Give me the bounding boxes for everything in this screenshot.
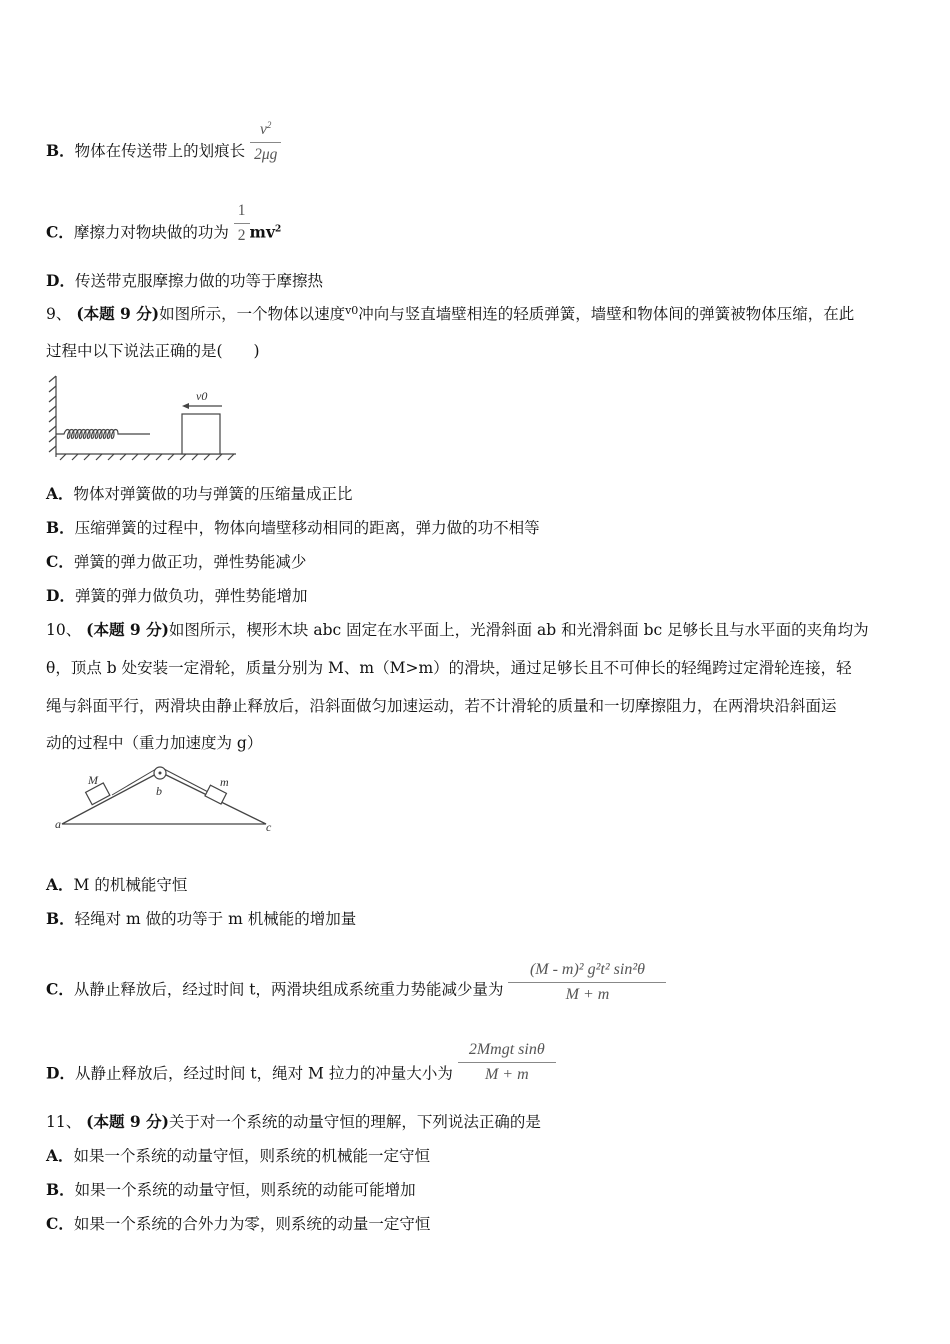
formula-superscript: 2	[274, 224, 282, 235]
spring	[56, 430, 150, 439]
formula-suffix: mv	[249, 222, 275, 242]
q10-option-a	[46, 875, 187, 895]
option-text: 弹簧的弹力做正功，弹性势能减少	[73, 553, 307, 571]
label-c: c	[266, 820, 272, 834]
question-number: 11、	[46, 1113, 82, 1131]
formula-denominator: M + m	[508, 982, 666, 1005]
option-label: B．	[46, 909, 75, 928]
option-text: 摩擦力对物块做的功为	[73, 223, 229, 242]
velocity-label: v0	[196, 389, 208, 403]
q10-stem-line2	[46, 658, 852, 678]
label-a: a	[55, 817, 61, 831]
option-label: C．	[46, 979, 74, 999]
option-text: 如果一个系统的动量守恒，则系统的动能可能增加	[74, 1181, 416, 1199]
formula-numerator: 1	[237, 202, 246, 219]
q9-stem-line2	[46, 341, 260, 361]
formula-fraction	[508, 960, 666, 1005]
question-score: (本题 9 分)	[86, 1112, 169, 1131]
option-label: C．	[46, 1214, 74, 1233]
rope-right	[164, 769, 212, 794]
option-text: 弹簧的弹力做负功，弹性势能增加	[74, 587, 308, 605]
block	[182, 414, 220, 454]
label-M: M	[88, 773, 98, 787]
q10-stem-line3	[46, 696, 837, 716]
option-text: 从静止释放后，经过时间 t，绳对 M 拉力的冲量大小为	[74, 1064, 453, 1083]
q9-option-a	[46, 484, 353, 504]
q11-option-a	[46, 1146, 430, 1166]
option-label: A．	[46, 1146, 74, 1165]
q10-stem-line4	[46, 733, 262, 753]
option-text: 物体对弹簧做的功与弹簧的压缩量成正比	[73, 485, 353, 503]
label-b: b	[156, 784, 162, 798]
q10-option-d	[46, 1041, 556, 1097]
question-score: (本题 9 分)	[76, 304, 160, 323]
question-score: (本题 9 分)	[86, 620, 169, 639]
option-label: D．	[46, 1063, 75, 1083]
option-text: 传送带克服摩擦力做的功等于摩擦热	[74, 272, 323, 290]
velocity-symbol: v0	[345, 304, 359, 317]
option-label: C．	[46, 552, 74, 571]
formula-denominator: M + m	[458, 1062, 556, 1085]
option-text: 轻绳对 m 做的功等于 m 机械能的增加量	[74, 910, 357, 928]
q10-option-b	[46, 909, 356, 929]
label-m: m	[220, 775, 229, 789]
q10-stem-line1	[46, 620, 869, 640]
question-number: 10、	[46, 621, 82, 639]
q10-option-c	[46, 961, 666, 1013]
option-label: A．	[46, 484, 74, 503]
question-text: 关于对一个系统的动量守恒的理解，下列说法正确的是	[168, 1113, 541, 1131]
question-text: θ，顶点 b 处安装一定滑轮，质量分别为 M、m（M>m）的滑块，通过足够长且不可伸长的轻绳跨过定滑轮连接，轻	[46, 659, 852, 677]
option-label: D．	[46, 586, 75, 605]
question-text: 冲向与竖直墙壁相连的轻质弹簧，墙壁和物体间的弹簧被物体压缩，在此	[358, 305, 855, 323]
q9-option-d	[46, 586, 307, 606]
q8-option-b	[46, 120, 281, 177]
question-text: 动的过程中（重力加速度为 g）	[46, 734, 263, 752]
q9-option-b	[46, 518, 540, 538]
option-text: 如果一个系统的合外力为零，则系统的动量一定守恒	[73, 1215, 431, 1233]
option-label: B．	[46, 518, 75, 537]
option-text: 压缩弹簧的过程中，物体向墙壁移动相同的距离，弹力做的功不相等	[74, 519, 540, 537]
question-text: 如图所示，楔形木块 abc 固定在水平面上，光滑斜面 ab 和光滑斜面 bc 足够长且与水平面的夹角均为	[168, 621, 869, 639]
q9-option-c	[46, 552, 306, 572]
rope-left	[112, 769, 156, 795]
option-label: B．	[46, 141, 75, 161]
question-number: 9、	[46, 305, 72, 323]
formula-fraction	[250, 115, 281, 165]
q11-option-c	[46, 1214, 430, 1234]
formula-superscript: 2	[266, 120, 272, 130]
q11-option-b	[46, 1180, 416, 1200]
formula-fraction	[234, 201, 250, 246]
option-text: 物体在传送带上的划痕长	[74, 142, 246, 161]
formula-numerator: 2Mmgt sinθ	[468, 1041, 545, 1058]
ground	[56, 454, 236, 460]
option-label: D．	[46, 271, 75, 290]
wedge-pulley-figure	[52, 764, 282, 838]
formula-numerator: (M - m)² g²t² sin²θ	[529, 961, 645, 978]
q11-stem	[46, 1112, 541, 1132]
option-text: M 的机械能守恒	[73, 876, 188, 894]
q8-option-c	[46, 202, 282, 256]
formula-fraction	[458, 1040, 556, 1085]
option-label: A．	[46, 875, 74, 894]
spring-wall-figure	[46, 372, 242, 464]
q9-stem-line1	[46, 304, 854, 326]
arrow-head	[182, 403, 189, 409]
formula-denominator: 2	[234, 223, 250, 246]
question-text: 如图所示，一个物体以速度	[159, 305, 346, 323]
question-text: 绳与斜面平行，两滑块由静止释放后，沿斜面做匀加速运动，若不计滑轮的质量和一切摩擦阻力，在两滑块沿斜面运	[46, 697, 837, 715]
option-label: B．	[46, 1180, 75, 1199]
option-text: 如果一个系统的动量守恒，则系统的机械能一定守恒	[73, 1147, 431, 1165]
question-text: 过程中以下说法正确的是( )	[46, 342, 260, 360]
option-text: 从静止释放后，经过时间 t，两滑块组成系统重力势能减少量为	[73, 980, 504, 999]
wall	[49, 376, 56, 457]
option-label: C．	[46, 222, 74, 242]
formula-denominator: 2μg	[250, 142, 281, 165]
q8-option-d	[46, 271, 323, 291]
formula-numerator: v	[260, 121, 267, 139]
